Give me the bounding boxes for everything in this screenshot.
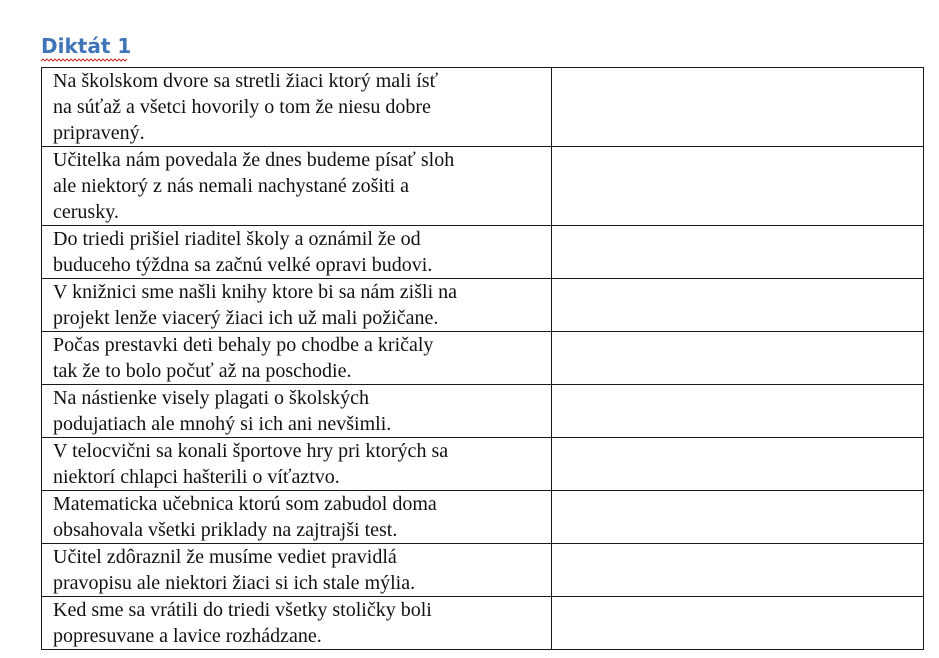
table-row [42, 147, 924, 226]
sentence-cell: Na nástienke visely plagati o školských podujatiach ale mnohý si ich ani nevšimli. [42, 385, 552, 438]
table-row [42, 438, 924, 491]
answer-cell[interactable] [552, 279, 924, 332]
answer-cell[interactable] [552, 544, 924, 597]
table-row [42, 491, 924, 544]
table-row [42, 279, 924, 332]
table-row [42, 544, 924, 597]
document-title: Diktát 1 [41, 34, 132, 58]
table-row [42, 226, 924, 279]
sentence-cell: Do triedi prišiel riaditel školy a oznámil že od buduceho týždna sa začnú velké opravi budovi. [42, 226, 552, 279]
sentence-cell: Počas prestavki deti behaly po chodbe a kričaly tak že to bolo počuť až na poschodie. [42, 332, 552, 385]
answer-cell[interactable] [552, 385, 924, 438]
dictation-table [41, 67, 924, 650]
answer-cell[interactable] [552, 226, 924, 279]
sentence-cell: Ked sme sa vrátili do triedi všetky stoličky boli popresuvane a lavice rozhádzane. [42, 597, 552, 650]
answer-cell[interactable] [552, 597, 924, 650]
sentence-cell: V telocvični sa konali športove hry pri ktorých sa niektorí chlapci hašterili o víťaztvo. [42, 438, 552, 491]
sentence-cell: Učitel zdôraznil že musíme vediet pravidlá pravopisu ale niektori žiaci si ich stale mýlia. [42, 544, 552, 597]
answer-cell[interactable] [552, 68, 924, 147]
sentence-cell: Učitelka nám povedala že dnes budeme písať sloh ale niektorý z nás nemali nachystané zošiti a cerusky. [42, 147, 552, 226]
table-row [42, 597, 924, 650]
answer-cell[interactable] [552, 332, 924, 385]
table-row [42, 68, 924, 147]
sentence-cell: Matematicka učebnica ktorú som zabudol doma obsahovala všetki priklady na zajtrajši test. [42, 491, 552, 544]
table-row [42, 332, 924, 385]
spellcheck-underline [41, 58, 127, 63]
sentence-cell: V knižnici sme našli knihy ktore bi sa nám zišli na projekt lenže viacerý žiaci ich už mali požičane. [42, 279, 552, 332]
answer-cell[interactable] [552, 147, 924, 226]
answer-cell[interactable] [552, 438, 924, 491]
sentence-cell: Na školskom dvore sa stretli žiaci ktorý mali ísť na súťaž a všetci hovorily o tom že niesu dobre pripravený. [42, 68, 552, 147]
answer-cell[interactable] [552, 491, 924, 544]
table-row [42, 385, 924, 438]
